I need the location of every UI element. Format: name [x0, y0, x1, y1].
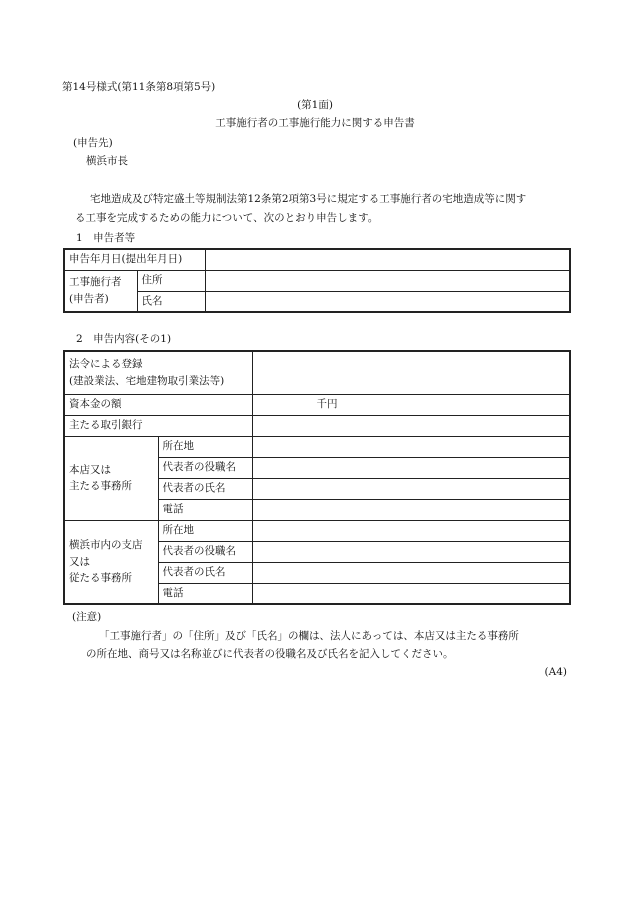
section-2-heading: 2 申告内容(その1) — [76, 333, 172, 345]
note-label: (注意) — [72, 611, 102, 623]
address-label: 住所 — [137, 270, 205, 291]
destination-name: 横浜市長 — [86, 155, 128, 167]
branch-office-rep-name-label: 代表者の氏名 — [158, 562, 252, 583]
intro-line-2: る工事を完成するための能力について、次のとおり申告します。 — [75, 212, 379, 224]
head-office-phone-field[interactable] — [252, 499, 570, 520]
registration-label — [64, 351, 252, 394]
face-label: (第1面) — [297, 99, 333, 111]
capital-field[interactable] — [252, 394, 570, 415]
note-line-2: の所在地、商号又は名称並びに代表者の役職名及び氏名を記入してください。 — [86, 648, 454, 660]
section-1-heading: 1 申告者等 — [76, 232, 136, 244]
branch-office-phone-label: 電話 — [158, 583, 252, 604]
applicant-table — [63, 248, 571, 313]
paper-size: (A4) — [544, 666, 567, 678]
head-office-location-field[interactable] — [252, 436, 570, 457]
head-office-rep-name-field[interactable] — [252, 478, 570, 499]
head-office-title-label: 代表者の役職名 — [158, 457, 252, 478]
capital-unit: 千円 — [316, 397, 338, 410]
branch-office-label — [64, 520, 158, 604]
branch-office-label-line-2: 又は — [69, 555, 90, 568]
branch-office-title-label: 代表者の役職名 — [158, 541, 252, 562]
name-label: 氏名 — [137, 291, 205, 312]
head-office-label — [64, 436, 158, 520]
declaration-table — [63, 350, 571, 605]
head-office-rep-name-label: 代表者の氏名 — [158, 478, 252, 499]
applicant-label-line-2: (申告者) — [69, 292, 109, 305]
intro-line-1: 宅地造成及び特定盛土等規制法第12条第2項第3号に規定する工事施行者の宅地造成等に関す — [90, 193, 527, 205]
date-label: 申告年月日(提出年月日) — [64, 249, 205, 270]
registration-label-line-2: (建設業法、宅地建物取引業法等) — [69, 374, 225, 387]
note-line-1: 「工事施行者」の「住所」及び「氏名」の欄は、法人にあっては、本店又は主たる事務所 — [99, 630, 519, 642]
head-office-location-label: 所在地 — [158, 436, 252, 457]
bank-label: 主たる取引銀行 — [64, 415, 252, 436]
head-office-label-line-1: 本店又は — [69, 463, 111, 476]
branch-office-phone-field[interactable] — [252, 583, 570, 604]
head-office-phone-label: 電話 — [158, 499, 252, 520]
capital-label: 資本金の額 — [64, 394, 252, 415]
form-number: 第14号様式(第11条第8項第5号) — [62, 81, 216, 93]
branch-office-location-label: 所在地 — [158, 520, 252, 541]
destination-label: (申告先) — [73, 137, 113, 149]
applicant-label — [64, 270, 137, 312]
registration-field[interactable] — [252, 351, 570, 394]
head-office-label-line-2: 主たる事務所 — [69, 480, 132, 492]
branch-office-label-line-3: 従たる事務所 — [69, 571, 132, 584]
head-office-title-field[interactable] — [252, 457, 570, 478]
registration-label-line-1: 法令による登録 — [69, 358, 143, 371]
branch-office-label-line-1: 横浜市内の支店 — [69, 539, 143, 552]
applicant-label-line-1: 工事施行者 — [69, 276, 122, 289]
date-field[interactable] — [205, 249, 570, 270]
branch-office-title-field[interactable] — [252, 541, 570, 562]
bank-field[interactable] — [252, 415, 570, 436]
branch-office-location-field[interactable] — [252, 520, 570, 541]
branch-office-rep-name-field[interactable] — [252, 562, 570, 583]
address-field[interactable] — [205, 270, 570, 291]
name-field[interactable] — [205, 291, 570, 312]
document-title: 工事施行者の工事施行能力に関する申告書 — [215, 117, 415, 129]
